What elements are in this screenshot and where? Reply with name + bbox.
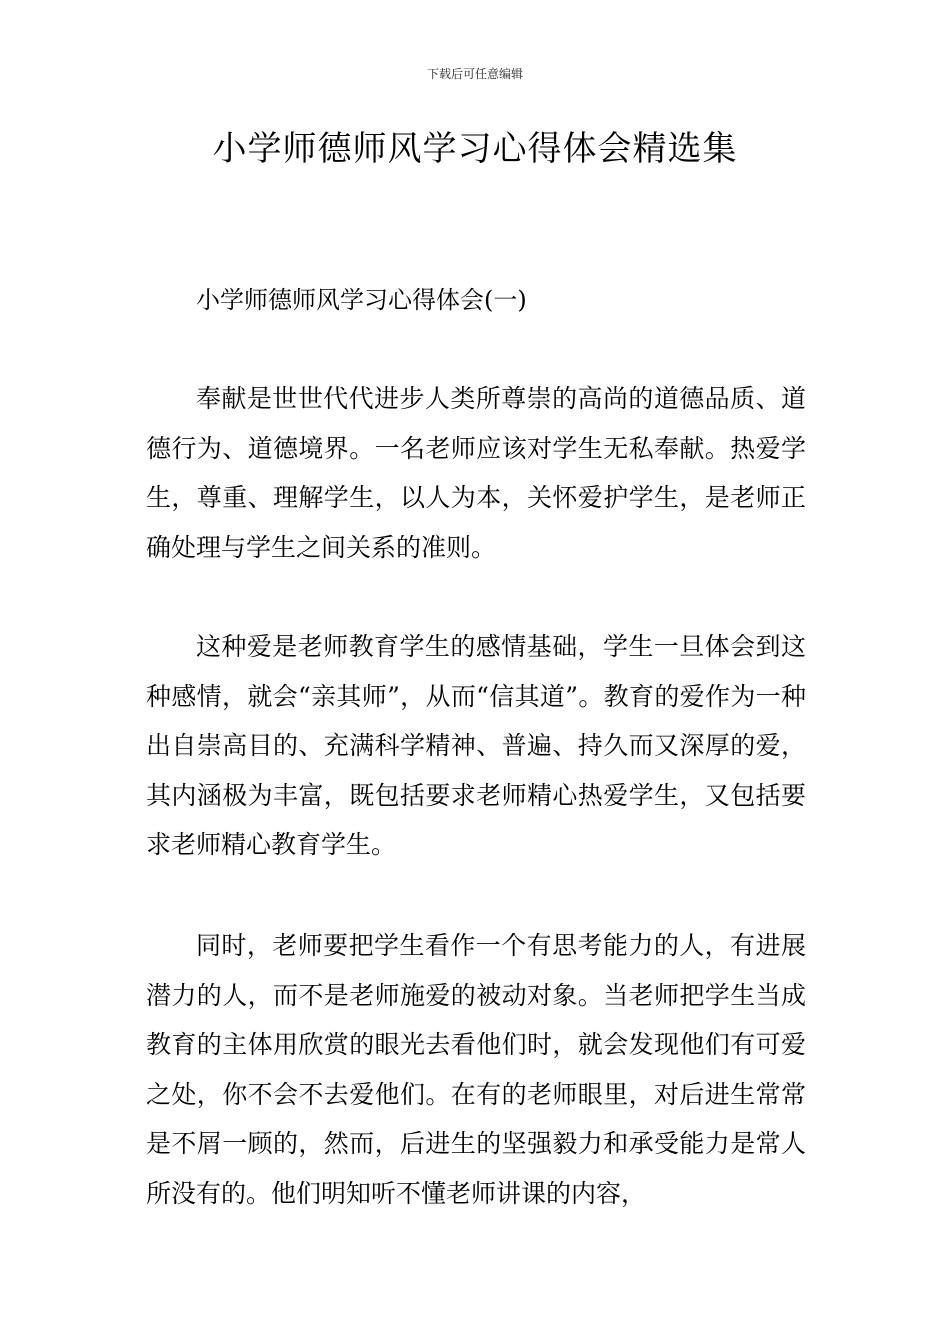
body-paragraph-3: 同时，老师要把学生看作一个有思考能力的人，有进展潜力的人，而不是老师施爱的被动对象。当老师把学生当成教育的主体用欣赏的眼光去看他们时，就会发现他们有可爱之处，你不会不去爱他们。在有的老师眼里，对后进生常常是不屑一顾的，然而，后进生的坚强毅力和承受能力是常人所没有的。他们明知听不懂老师讲课的内容， (146, 931, 806, 1208)
body-paragraph-2: 这种爱是老师教育学生的感情基础，学生一旦体会到这种感情，就会“亲其师”，从而“信其道”。教育的爱作为一种出自崇高目的、充满科学精神、普遍、持久而又深厚的爱，其内涵极为丰富，既包括要求老师精心热爱学生，又包括要求老师精心教育学生。 (146, 632, 806, 859)
section-heading: 小学师德师风学习心得体会(一) (196, 286, 527, 314)
body-paragraph-1: 奉献是世世代代进步人类所尊崇的高尚的道德品质、道德行为、道德境界。一名老师应该对学生无私奉献。热爱学生，尊重、理解学生，以人为本，关怀爱护学生，是老师正确处理与学生之间关系的准则。 (146, 384, 806, 562)
header-note: 下载后可任意编辑 (426, 67, 523, 81)
document-title: 小学师德师风学习心得体会精选集 (212, 129, 738, 169)
